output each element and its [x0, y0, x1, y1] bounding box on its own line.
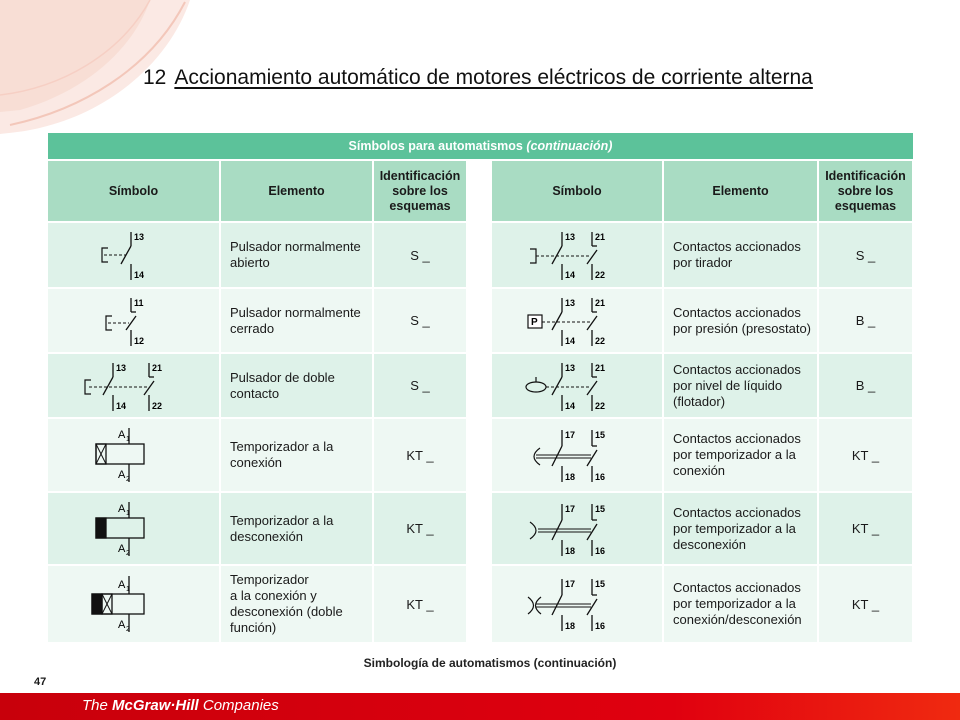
- element-cell: Temporizador a la conexión: [221, 419, 372, 491]
- table-title: [48, 133, 913, 159]
- svg-text:A: A: [117, 469, 125, 481]
- header-symbol: Símbolo: [48, 161, 219, 221]
- table-row: [492, 493, 912, 564]
- svg-text:13: 13: [115, 362, 126, 373]
- svg-text:14: 14: [565, 335, 576, 346]
- svg-text:16: 16: [595, 545, 606, 556]
- svg-text:2: 2: [125, 476, 130, 483]
- svg-text:A: A: [117, 502, 125, 515]
- svg-text:12: 12: [133, 335, 144, 346]
- identification-cell: KT _: [374, 493, 466, 564]
- svg-text:17: 17: [565, 430, 576, 440]
- table-row: [48, 289, 466, 352]
- svg-text:18: 18: [565, 545, 576, 556]
- identification-cell: S _: [374, 354, 466, 417]
- brand-suffix: Companies: [198, 697, 279, 714]
- svg-text:14: 14: [115, 400, 126, 411]
- symbol-cell: [492, 223, 662, 287]
- svg-text:18: 18: [565, 621, 576, 631]
- svg-text:A: A: [117, 619, 125, 631]
- symbol-cell: [48, 354, 219, 417]
- temporizador-doble-symbol: [84, 572, 184, 636]
- brand-name: McGraw·Hill: [112, 697, 199, 714]
- identification-cell: S _: [374, 289, 466, 352]
- element-cell: Contactos accionados por presión (presostato): [664, 289, 817, 352]
- svg-text:14: 14: [133, 270, 144, 280]
- svg-text:2: 2: [125, 549, 130, 557]
- header-element: Elemento: [664, 161, 817, 221]
- svg-text:21: 21: [595, 362, 606, 373]
- svg-text:14: 14: [565, 400, 576, 411]
- svg-text:14: 14: [565, 270, 576, 280]
- svg-text:1: 1: [125, 586, 130, 593]
- svg-text:13: 13: [565, 232, 576, 242]
- symbol-cell: [492, 493, 662, 564]
- table-title-text: Símbolos para automatismos: [348, 139, 523, 153]
- identification-cell: KT _: [374, 566, 466, 642]
- contacto-flotador-symbol: [522, 359, 632, 413]
- slide-number: 12: [143, 66, 167, 89]
- identification-cell: KT _: [819, 419, 912, 491]
- table-title-suffix: (continuación): [526, 139, 613, 153]
- identification-cell: S _: [374, 223, 466, 287]
- symbol-cell: [492, 419, 662, 491]
- svg-text:13: 13: [565, 297, 576, 308]
- symbol-cell: [48, 223, 219, 287]
- symbol-cell: [492, 289, 662, 352]
- temporizador-desconexion-symbol: [84, 498, 184, 560]
- header-element: Elemento: [221, 161, 372, 221]
- page-number: 47: [34, 676, 47, 688]
- header-identification: Identificación sobre los esquemas: [374, 161, 466, 221]
- symbol-cell: [48, 289, 219, 352]
- identification-cell: S _: [819, 223, 912, 287]
- svg-text:21: 21: [595, 232, 606, 242]
- slide-title: [143, 66, 813, 90]
- element-cell: Contactos accionados por temporizador a la desconexión: [664, 493, 817, 564]
- pulsador-nc-symbol: [84, 294, 184, 348]
- header-identification: Identificación sobre los esquemas: [819, 161, 912, 221]
- contacto-temp-conexion-symbol: [522, 426, 632, 484]
- table-row: [48, 223, 466, 287]
- identification-cell: KT _: [374, 419, 466, 491]
- identification-cell: B _: [819, 354, 912, 417]
- svg-text:21: 21: [595, 297, 606, 308]
- svg-text:22: 22: [595, 335, 606, 346]
- svg-text:17: 17: [565, 579, 576, 589]
- element-cell: Temporizador a la desconexión: [221, 493, 372, 564]
- svg-text:2: 2: [125, 626, 130, 633]
- table-row: [492, 419, 912, 491]
- symbols-table-right: [490, 161, 914, 642]
- svg-text:A: A: [117, 429, 125, 441]
- table-row: [492, 354, 912, 417]
- element-cell: Contactos accionados por nivel de líquido (flotador): [664, 354, 817, 417]
- element-cell: Pulsador normalmente cerrado: [221, 289, 372, 352]
- element-cell: Temporizador a la conexión y desconexión (doble función): [221, 566, 372, 642]
- element-cell: Contactos accionados por temporizador a la conexión: [664, 419, 817, 491]
- svg-text:13: 13: [565, 362, 576, 373]
- symbol-cell: [48, 493, 219, 564]
- symbol-cell: [48, 419, 219, 491]
- table-row: [48, 566, 466, 642]
- svg-text:11: 11: [133, 297, 144, 308]
- symbol-cell: [492, 566, 662, 642]
- svg-text:21: 21: [151, 362, 162, 373]
- element-cell: Pulsador normalmente abierto: [221, 223, 372, 287]
- svg-text:A: A: [117, 579, 125, 591]
- symbol-cell: [48, 566, 219, 642]
- table-row: [48, 419, 466, 491]
- identification-cell: KT _: [819, 566, 912, 642]
- identification-cell: KT _: [819, 493, 912, 564]
- pulsador-na-symbol: [84, 228, 184, 282]
- symbol-cell: [492, 354, 662, 417]
- element-cell: Contactos accionados por temporizador a la conexión/desconexión: [664, 566, 817, 642]
- svg-text:13: 13: [133, 232, 144, 242]
- svg-text:22: 22: [151, 400, 162, 411]
- svg-text:1: 1: [125, 436, 130, 443]
- svg-text:P: P: [531, 316, 538, 328]
- table-row: [492, 289, 912, 352]
- svg-text:15: 15: [595, 430, 606, 440]
- svg-text:15: 15: [595, 579, 606, 589]
- symbols-table-left: [46, 161, 468, 642]
- element-cell: Pulsador de doble contacto: [221, 354, 372, 417]
- figure-caption: Simbología de automatismos (continuación): [363, 656, 617, 670]
- identification-cell: B _: [819, 289, 912, 352]
- svg-text:A: A: [117, 542, 125, 555]
- svg-text:22: 22: [595, 270, 606, 280]
- svg-text:22: 22: [595, 400, 606, 411]
- svg-text:15: 15: [595, 503, 606, 514]
- contacto-temp-doble-symbol: [522, 575, 632, 633]
- slide-title-text: Accionamiento automático de motores eléctricos de corriente alterna: [174, 66, 813, 89]
- table-row: [48, 493, 466, 564]
- publisher-logo: [82, 697, 279, 714]
- contacto-presion-symbol: [522, 294, 632, 348]
- table-row: [492, 223, 912, 287]
- svg-text:1: 1: [125, 509, 130, 517]
- svg-text:16: 16: [595, 472, 606, 482]
- table-row: [48, 354, 466, 417]
- svg-text:17: 17: [565, 503, 576, 514]
- table-row: [492, 566, 912, 642]
- header-symbol: Símbolo: [492, 161, 662, 221]
- contacto-tirador-symbol: [522, 228, 632, 282]
- footer-bar: [0, 693, 960, 720]
- pulsador-doble-symbol: [79, 359, 189, 413]
- contacto-temp-desconexion-symbol: [522, 500, 632, 558]
- svg-text:18: 18: [565, 472, 576, 482]
- element-cell: Contactos accionados por tirador: [664, 223, 817, 287]
- brand-prefix: The: [82, 697, 113, 714]
- svg-text:16: 16: [595, 621, 606, 631]
- temporizador-conexion-symbol: [84, 424, 184, 486]
